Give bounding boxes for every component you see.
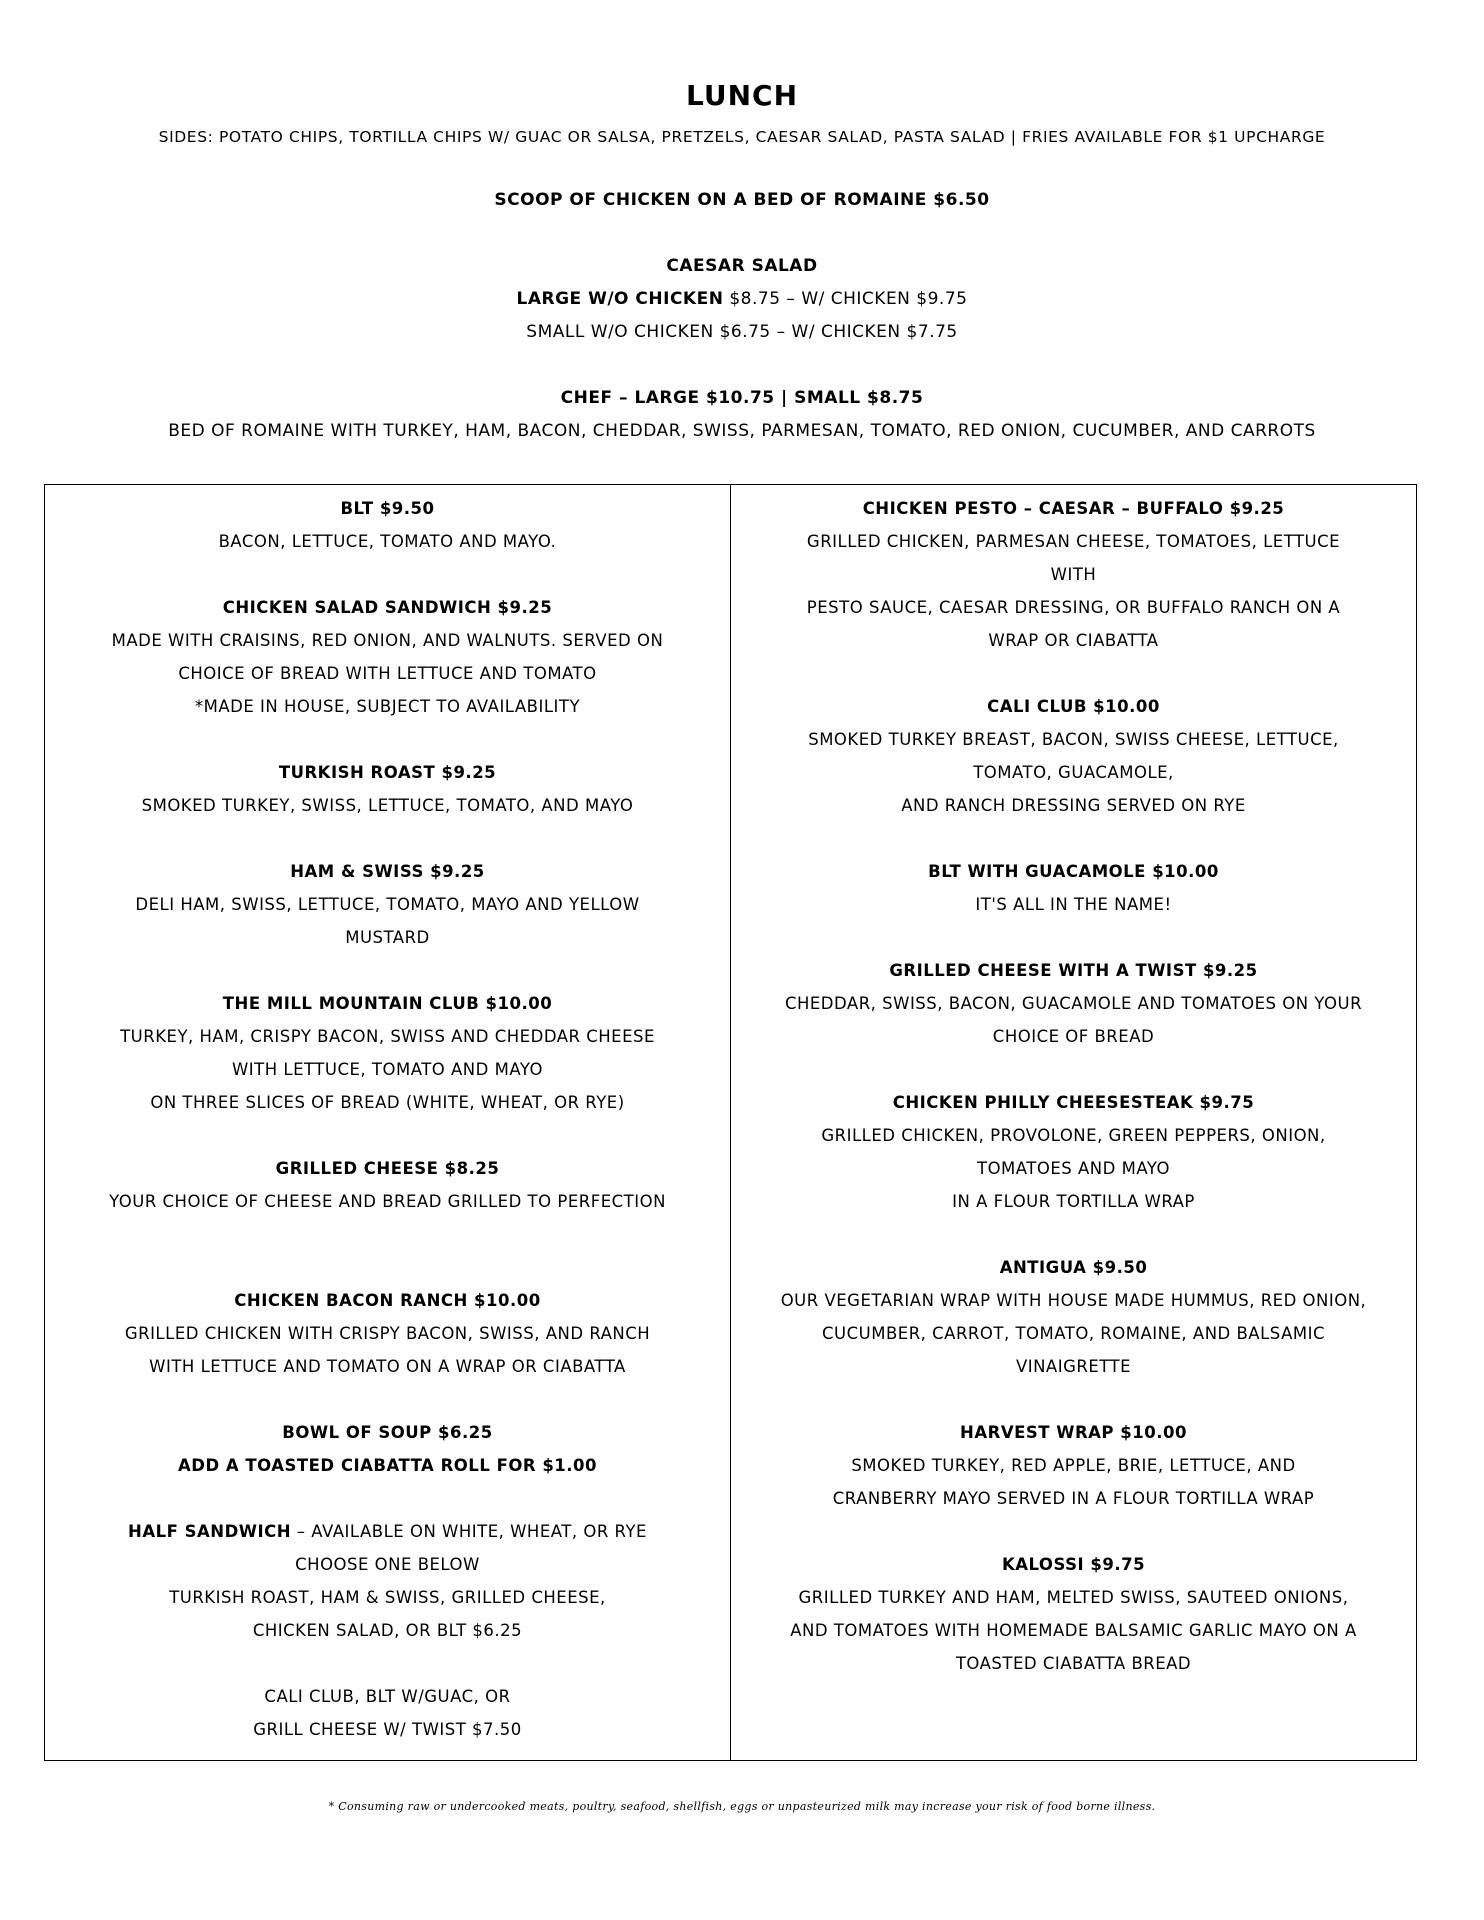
- chicken-salad-title: CHICKEN SALAD SANDWICH $9.25: [222, 598, 553, 617]
- chef-salad-title: CHEF – LARGE $10.75 | SMALL $8.75: [560, 388, 924, 408]
- caesar-small-line: SMALL W/O CHICKEN $6.75 – W/ CHICKEN $7.75: [526, 322, 958, 342]
- chicken-salad-description: MADE WITH CRAISINS, RED ONION, AND WALNUTS. SERVED ON: [111, 631, 664, 650]
- half-sandwich-availability: – AVAILABLE ON WHITE, WHEAT, OR RYE: [291, 1522, 647, 1541]
- caesar-large-prices: $8.75 – W/ CHICKEN $9.75: [723, 289, 968, 309]
- chicken-pesto-description: GRILLED CHICKEN, PARMESAN CHEESE, TOMATOES, LETTUCE: [806, 532, 1341, 551]
- caesar-salad-title: CAESAR SALAD: [666, 256, 818, 276]
- antigua-description: OUR VEGETARIAN WRAP WITH HOUSE MADE HUMMUS, RED ONION,: [780, 1291, 1367, 1310]
- blt-description: BACON, LETTUCE, TOMATO AND MAYO.: [218, 532, 557, 551]
- sides-line: SIDES: POTATO CHIPS, TORTILLA CHIPS W/ GUAC OR SALSA, PRETZELS, CAESAR SALAD, PASTA SALAD | FRIES AVAILABLE FOR $1 UPCHARGE: [158, 128, 1326, 146]
- chicken-pesto-title: CHICKEN PESTO – CAESAR – BUFFALO $9.25: [862, 499, 1285, 518]
- antigua-description: VINAIGRETTE: [1015, 1357, 1132, 1376]
- half-sandwich-description: TURKISH ROAST, HAM & SWISS, GRILLED CHEESE,: [169, 1588, 606, 1607]
- half-sandwich-label: HALF SANDWICH: [128, 1522, 292, 1541]
- chicken-pesto-description: WRAP OR CIABATTA: [988, 631, 1159, 650]
- ham-swiss-title: HAM & SWISS $9.25: [290, 862, 485, 881]
- bowl-of-soup-title: BOWL OF SOUP $6.25: [282, 1423, 493, 1442]
- blt-title: BLT $9.50: [340, 499, 435, 518]
- soup-add-on: ADD A TOASTED CIABATTA ROLL FOR $1.00: [177, 1456, 598, 1475]
- turkish-roast-description: SMOKED TURKEY, SWISS, LETTUCE, TOMATO, AND MAYO: [141, 796, 634, 815]
- chef-salad-description: BED OF ROMAINE WITH TURKEY, HAM, BACON, CHEDDAR, SWISS, PARMESAN, TOMATO, RED ONION, CUCUMBER, AND CARROTS: [168, 421, 1316, 441]
- blt-guacamole-title: BLT WITH GUACAMOLE $10.00: [928, 862, 1219, 881]
- grilled-cheese-title: GRILLED CHEESE $8.25: [275, 1159, 500, 1178]
- half-sandwich-premium: GRILL CHEESE W/ TWIST $7.50: [253, 1720, 522, 1739]
- half-sandwich-description: CHICKEN SALAD, OR BLT $6.25: [252, 1621, 523, 1640]
- caesar-large-line: [0, 283, 1484, 316]
- chicken-salad-note: *MADE IN HOUSE, SUBJECT TO AVAILABILITY: [194, 697, 581, 716]
- grilled-cheese-twist-title: GRILLED CHEESE WITH A TWIST $9.25: [889, 961, 1258, 980]
- chicken-philly-title: CHICKEN PHILLY CHEESESTEAK $9.75: [892, 1093, 1255, 1112]
- mill-mountain-club-description: TURKEY, HAM, CRISPY BACON, SWISS AND CHEDDAR CHEESE: [120, 1027, 655, 1046]
- half-sandwich-line: [45, 1515, 730, 1548]
- scoop-of-chicken-item: SCOOP OF CHICKEN ON A BED OF ROMAINE $6.50: [494, 190, 990, 210]
- ham-swiss-description: MUSTARD: [345, 928, 430, 947]
- kalossi-description: GRILLED TURKEY AND HAM, MELTED SWISS, SAUTEED ONIONS,: [798, 1588, 1349, 1607]
- chicken-philly-description: GRILLED CHICKEN, PROVOLONE, GREEN PEPPERS, ONION,: [821, 1126, 1326, 1145]
- turkish-roast-title: TURKISH ROAST $9.25: [278, 763, 497, 782]
- harvest-wrap-description: CRANBERRY MAYO SERVED IN A FLOUR TORTILLA WRAP: [832, 1489, 1315, 1508]
- antigua-description: CUCUMBER, CARROT, TOMATO, ROMAINE, AND BALSAMIC: [822, 1324, 1325, 1343]
- half-sandwich-premium: CALI CLUB, BLT W/GUAC, OR: [264, 1687, 511, 1706]
- sandwich-menu-table: [44, 484, 1417, 1761]
- chicken-bacon-ranch-description: WITH LETTUCE AND TOMATO ON A WRAP OR CIABATTA: [149, 1357, 626, 1376]
- grilled-cheese-twist-description: CHEDDAR, SWISS, BACON, GUACAMOLE AND TOMATOES ON YOUR: [784, 994, 1363, 1013]
- kalossi-description: AND TOMATOES WITH HOMEMADE BALSAMIC GARLIC MAYO ON A: [790, 1621, 1357, 1640]
- right-column: [731, 485, 1416, 1760]
- top-menu-section: [0, 184, 1484, 448]
- kalossi-description: TOASTED CIABATTA BREAD: [955, 1654, 1192, 1673]
- cali-club-description: AND RANCH DRESSING SERVED ON RYE: [901, 796, 1246, 815]
- food-safety-disclaimer: * Consuming raw or undercooked meats, poultry, seafood, shellfish, eggs or unpasteurized milk may increase your risk of food borne illness.: [328, 1800, 1156, 1813]
- antigua-title: ANTIGUA $9.50: [999, 1258, 1148, 1277]
- chicken-philly-description: TOMATOES AND MAYO: [976, 1159, 1170, 1178]
- left-column: [45, 485, 731, 1760]
- chicken-pesto-description: PESTO SAUCE, CAESAR DRESSING, OR BUFFALO RANCH ON A: [806, 598, 1341, 617]
- cali-club-title: CALI CLUB $10.00: [987, 697, 1160, 716]
- mill-mountain-club-title: THE MILL MOUNTAIN CLUB $10.00: [222, 994, 553, 1013]
- mill-mountain-club-description: WITH LETTUCE, TOMATO AND MAYO: [231, 1060, 544, 1079]
- harvest-wrap-title: HARVEST WRAP $10.00: [960, 1423, 1187, 1442]
- kalossi-title: KALOSSI $9.75: [1001, 1555, 1146, 1574]
- cali-club-description: SMOKED TURKEY BREAST, BACON, SWISS CHEESE, LETTUCE,: [808, 730, 1339, 749]
- chicken-pesto-description: WITH: [1050, 565, 1097, 584]
- harvest-wrap-description: SMOKED TURKEY, RED APPLE, BRIE, LETTUCE, AND: [851, 1456, 1296, 1475]
- chicken-salad-description: CHOICE OF BREAD WITH LETTUCE AND TOMATO: [178, 664, 597, 683]
- blt-guacamole-description: IT'S ALL IN THE NAME!: [975, 895, 1172, 914]
- cali-club-description: TOMATO, GUACAMOLE,: [973, 763, 1174, 782]
- half-sandwich-description: CHOOSE ONE BELOW: [295, 1555, 480, 1574]
- grilled-cheese-description: YOUR CHOICE OF CHEESE AND BREAD GRILLED TO PERFECTION: [109, 1192, 666, 1211]
- grilled-cheese-twist-description: CHOICE OF BREAD: [992, 1027, 1155, 1046]
- mill-mountain-club-description: ON THREE SLICES OF BREAD (WHITE, WHEAT, OR RYE): [150, 1093, 625, 1112]
- page-title: LUNCH: [686, 79, 798, 112]
- chicken-bacon-ranch-title: CHICKEN BACON RANCH $10.00: [234, 1291, 541, 1310]
- ham-swiss-description: DELI HAM, SWISS, LETTUCE, TOMATO, MAYO AND YELLOW: [135, 895, 640, 914]
- caesar-large-label: LARGE W/O CHICKEN: [516, 289, 724, 309]
- chicken-philly-description: IN A FLOUR TORTILLA WRAP: [952, 1192, 1195, 1211]
- chicken-bacon-ranch-description: GRILLED CHICKEN WITH CRISPY BACON, SWISS, AND RANCH: [124, 1324, 651, 1343]
